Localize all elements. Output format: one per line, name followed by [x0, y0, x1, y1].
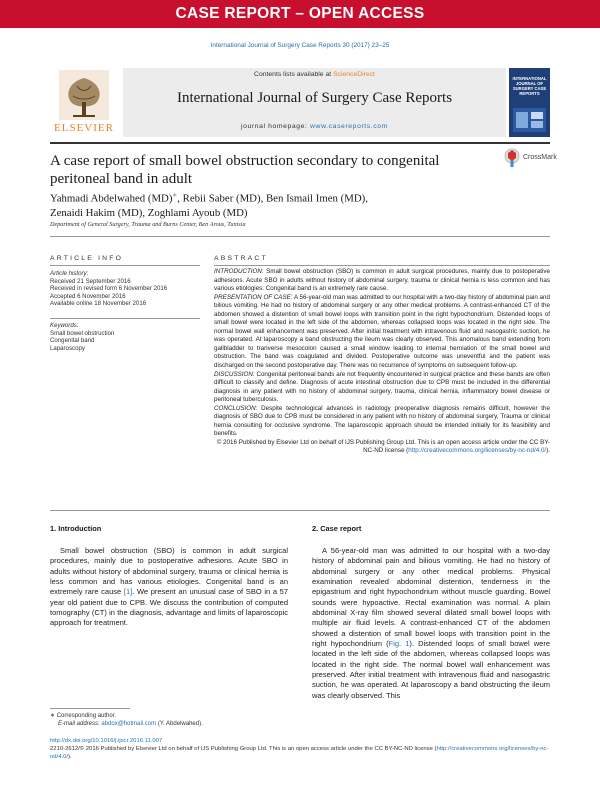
history-online: Available online 18 November 2016 [50, 300, 147, 308]
history-accepted: Accepted 6 November 2016 [50, 292, 126, 300]
abstract-intro-text: Small bowel obstruction (SBO) is common in adult surgical procedures, mainly due to postoperative adhesions. Acute SBO in adults without history of abdominal surgery, trauma or clinical hernia is less common and has various etiologies. Congenital band is an extremely rare cause. [214, 268, 550, 293]
abstract-bottom-divider [50, 510, 550, 511]
email-label: E-mail address: [58, 721, 102, 727]
crossmark-icon [504, 148, 520, 168]
doi-block [50, 737, 550, 761]
journal-homepage [123, 123, 506, 130]
abstract-body [214, 268, 550, 456]
corresponding-author-footnote [50, 712, 290, 728]
license-link[interactable]: http://creativecommons.org/licenses/by-nc-nd/4.0/ [408, 447, 547, 455]
introduction-text [50, 546, 288, 629]
abstract-pres-text: A 56-year-old man was admitted to our hospital with a two-day history of abdominal pain and bilious vomiting. He had no history of abdominal surgery or any other medical problems. A contrast-enhanced CT of the abdomen showed a distention of small bowel loops with transition point in the right hypochondrium. Distended loops of small bowel were located in the left side of the abdomen, whereas collapsed loops was located in the right side. The normal bowel wall enhancement was preserved. After initial treatment with intravenous fluid and nasogastric suction, he was operated. At laparoscopy a band obstructing the ileum was clearly observed. This anomalous band extending from gallbladder to tranverse mesocolon caused a small window leading to internal herniation of the small bowel and obstruction. The band was coagulated and divided. Postoperative outcome was uneventful and the patient was discharged on the second postoperative day. There was no recurrence of symptoms on subsequent follow-up. [214, 293, 550, 370]
contents-line [123, 71, 506, 78]
email-suffix: (Y. Abdelwahed). [156, 721, 203, 727]
case-text-b: ). Distended loops of small bowel were located in the left side of the abdomen, whereas collapsed loops was located in the right side. The normal bowel wall enhancement was preserved. After initial treatment with intravenous fluid and nasogastric suction, he was operated. At laparoscopy a band obstructing the ileum was clearly observed. This [312, 639, 550, 700]
keywords-block [50, 322, 200, 352]
open-access-banner: CASE REPORT – OPEN ACCESS [0, 0, 600, 28]
abstract-conc-heading: CONCLUSION: [214, 404, 258, 412]
abstract-introduction [214, 268, 550, 294]
abstract-pres-heading: PRESENTATION OF CASE: [214, 293, 293, 301]
case-report-paragraph [312, 546, 550, 701]
introduction-paragraph [50, 546, 288, 629]
keyword-item: Small bowel obstruction [50, 329, 115, 337]
doi-copyright-text: 2210-2612/© 2016 Published by Elsevier Ltd on behalf of IJS Publishing Group Ltd. This is an open access article under the CC BY-NC-ND license ( [50, 746, 437, 753]
abstract-copyright [214, 439, 550, 456]
footnote-rule [50, 708, 130, 709]
authors-line2: Zenaidi Hakim (MD), Zoghlami Ayoub (MD) [50, 207, 248, 220]
doi-copyright-end: ). [68, 754, 72, 761]
article-title: A case report of small bowel obstruction secondary to congenital peritoneal band in adult [50, 153, 440, 187]
case-report-heading: 2. Case report [312, 524, 362, 533]
journal-citation-link[interactable]: International Journal of Surgery Case Reports 30 (2017) 23–25 [210, 42, 390, 49]
case-text-a: A 56-year-old man was admitted to our hospital with a two-day history of abdominal pain and bilious vomiting. He had no history of abdominal surgery or any other medical problems. Physical examination revealed abdominal distention, tenderness in the epigastrium and right hypochondrium without muscle guarding. Bowel sounds were hypoactive. Rectal examination was normal. A plain abdominal X-ray film showed several dilated small bowel loops with multiple air fluid levels. A contrast-enhanced CT of the abdomen showed a distention of small bowel loops with transition point in the right hypochondrium ( [312, 546, 550, 649]
publisher-name: ELSEVIER [54, 122, 114, 134]
journal-header [50, 68, 550, 140]
journal-header-panel [123, 68, 506, 137]
authors-line1-end: , Rebii Saber (MD), Ben Ismail Imen (MD), [177, 192, 368, 205]
abstract-intro-heading: INTRODUCTION: [214, 268, 264, 275]
article-history-label: Article history: [50, 270, 89, 277]
homepage-prefix: journal homepage: [241, 123, 311, 130]
introduction-heading: 1. Introduction [50, 524, 102, 533]
keyword-item: Congenital band [50, 337, 95, 345]
keywords-rule [50, 318, 200, 319]
history-received: Received 21 September 2016 [50, 277, 131, 285]
cover-title: INTERNATIONAL JOURNAL OF SURGERY CASE REPORTS [512, 76, 547, 96]
authors-line1-start: Yahmadi Abdelwahed (MD) [50, 192, 173, 205]
homepage-link[interactable]: www.casereports.com [310, 123, 388, 130]
elsevier-logo [50, 68, 118, 138]
intro-text-b: . We present an unusual case of SBO in a 57 year old patient due to CPB. We discuss the contribution of computed tomography (CT) in the diagnosis, advantage and limits of laparoscopic approach for treatment. [50, 587, 289, 628]
keywords-label: Keywords: [50, 322, 79, 329]
article-info-heading: ARTICLE INFO [50, 255, 124, 262]
figure-link[interactable]: Fig. 1 [388, 639, 410, 649]
contents-prefix: Contents lists available at [254, 71, 334, 78]
abstract-conc-text: Despite technological advances in radiology preoperative diagnosis remains difficult, however the diagnosis of SBO due to CPB must be considered in any patient with no history of abdominal surgery, Trauma or clinical hernia consulting for occlusive syndrome. The laparoscopic approach should be intended initially for its feasibility and benefits. [214, 404, 550, 438]
footnote-email-line [50, 720, 290, 728]
affiliation-divider [50, 236, 550, 237]
keyword-item: Laparoscopy [50, 344, 85, 352]
copyright-end: ). [546, 447, 550, 455]
sciencedirect-link[interactable]: ScienceDirect [333, 71, 375, 78]
cover-graphic-icon [513, 108, 546, 132]
article-history [50, 270, 200, 308]
article-info-rule [50, 265, 200, 266]
author-list [50, 188, 490, 221]
crossmark-label: CrossMark [523, 154, 557, 161]
history-revised: Received in revised form 6 November 2016 [50, 285, 168, 293]
crossmark-badge[interactable] [504, 148, 556, 170]
doi-license-link[interactable]: http://creativecommons.org/licenses/by-nc-nd/4.0/ [50, 746, 549, 761]
footnote-label: ∗ Corresponding author. [50, 713, 117, 719]
elsevier-tree-icon [59, 70, 109, 120]
doi-copyright [50, 745, 550, 761]
intro-text-a: Small bowel obstruction (SBO) is common in adult surgical procedures, mainly due to postoperative adhesions. Acute SBO in adults without history of abdominal surgery, trauma or clinical hernia is less common and has various etiologies. Congenital band is an extremely rare cause [50, 546, 288, 597]
abstract-discussion [214, 371, 550, 405]
doi-link[interactable]: http://dx.doi.org/10.1016/j.ijscr.2016.11.007 [50, 738, 163, 744]
abstract-disc-text: Congenital peritoneal bands are not frequently encountered in surgical practice and these bands are often difficult to classify and define. Diagnosis of acute intestinal obstruction due to CPB must be included in the differential diagnosis in any patient with no history of abdominal surgery, trauma, clinical hernia, inflammatory bowel disease or peritoneal tuberculosis. [214, 370, 550, 404]
journal-title: International Journal of Surgery Case Reports [176, 90, 453, 106]
abstract-disc-heading: DISCUSSION: [214, 370, 255, 378]
case-report-text [312, 546, 550, 701]
author-email-link[interactable]: abdox@hotmail.com [101, 721, 157, 727]
journal-cover-thumbnail [509, 68, 550, 137]
corresponding-author-mark[interactable]: ∗ [172, 191, 178, 199]
reference-link[interactable]: [1] [123, 587, 133, 597]
affiliation: Department of General Surgery, Trauma and Burns Center, Ben Arous, Tunisia [50, 221, 246, 228]
header-divider [50, 142, 550, 144]
abstract-presentation [214, 294, 550, 371]
copyright-text: © 2016 Published by Elsevier Ltd on behalf of IJS Publishing Group Ltd. This is an open access article under the CC BY-NC-ND license ( [216, 438, 550, 455]
abstract-conclusion [214, 405, 550, 439]
abstract-heading: ABSTRACT [214, 255, 268, 262]
abstract-rule [214, 265, 550, 266]
